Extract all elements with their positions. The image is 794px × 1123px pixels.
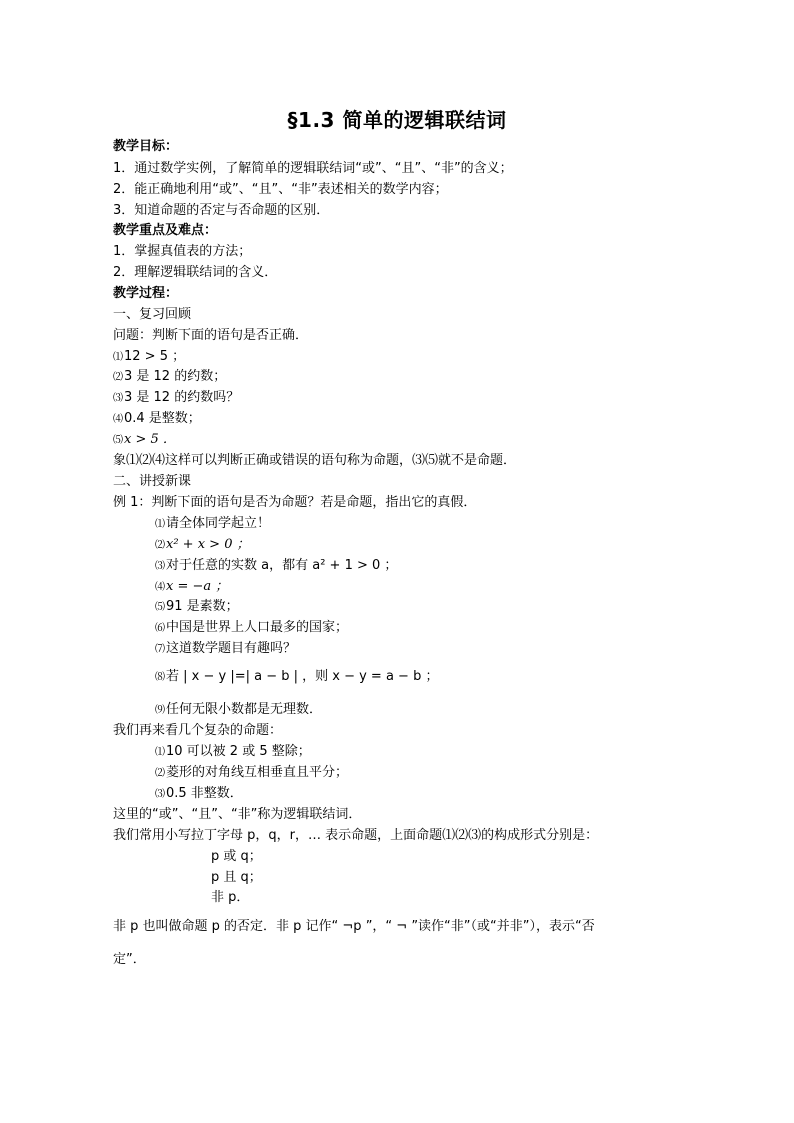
- review-summary: 象⑴⑵⑷这样可以判断正确或错误的语句称为命题，⑶⑸就不是命题．: [113, 453, 517, 468]
- compound-item: ⑵菱形的对角线互相垂直且平分；: [155, 765, 349, 780]
- review-question: 问题：判断下面的语句是否正确．: [113, 328, 309, 343]
- goal-item: 3．知道命题的否定与否命题的区别．: [113, 203, 330, 218]
- review-item: ⑷0.4 是整数；: [113, 411, 201, 426]
- example-item: ⑼任何无限小数都是无理数．: [155, 702, 323, 717]
- negation-text: 非 p 也叫做命题 p 的否定．非 p 记作“ ¬p ”，“ ¬ ”读作“非”（或“并非”），表示“否: [113, 919, 595, 934]
- form-or: p 或 q；: [211, 849, 262, 864]
- connectives-note: 这里的“或”、“且”、“非”称为逻辑联结词．: [113, 807, 362, 822]
- goals-heading: 教学目标：: [113, 139, 179, 154]
- review-heading: 一、复习回顾: [113, 307, 192, 322]
- focus-heading: 教学重点及难点：: [113, 223, 218, 238]
- form-not: 非 p．: [211, 890, 250, 905]
- review-item: ⑴12 > 5 ；: [113, 349, 186, 364]
- example-item: ⑺这道数学题目有趣吗？: [155, 641, 297, 656]
- example-item: ⑵x² + x > 0 ；: [155, 537, 250, 552]
- compound-item: ⑴10 可以被 2 或 5 整除；: [155, 744, 311, 759]
- focus-item: 1．掌握真值表的方法；: [113, 244, 252, 259]
- example-item: ⑻若 | x − y |=| a − b | ，则 x − y = a − b ；: [155, 669, 439, 684]
- example-item: ⑸91 是素数；: [155, 599, 239, 614]
- example-item: ⑴请全体同学起立！: [155, 516, 271, 531]
- goal-item: 1．通过数学实例，了解简单的逻辑联结词“或”、“且”、“非”的含义；: [113, 161, 513, 176]
- review-item: ⑵3 是 12 的约数；: [113, 369, 227, 384]
- compound-intro: 我们再来看几个复杂的命题：: [113, 723, 283, 738]
- letters-note: 我们常用小写拉丁字母 p，q，r，… 表示命题，上面命题⑴⑵⑶的构成形式分别是：: [113, 828, 599, 843]
- focus-item: 2．理解逻辑联结词的含义．: [113, 265, 278, 280]
- process-heading: 教学过程：: [113, 286, 179, 301]
- new-lesson-heading: 二、讲授新课: [113, 474, 192, 489]
- review-item: ⑶3 是 12 的约数吗？: [113, 390, 240, 405]
- goal-item: 2．能正确地利用“或”、“且”、“非”表述相关的数学内容；: [113, 182, 448, 197]
- review-item: ⑸x > 5 ．: [113, 432, 176, 447]
- example-item: ⑷x = −a ；: [155, 579, 229, 594]
- form-and: p 且 q；: [211, 870, 262, 885]
- page-title: §1.3 简单的逻辑联结词: [287, 108, 507, 132]
- compound-item: ⑶0.5 非整数．: [155, 786, 243, 801]
- example-1-prompt: 例 1：判断下面的语句是否为命题？若是命题，指出它的真假．: [113, 495, 477, 510]
- example-item: ⑹中国是世界上人口最多的国家；: [155, 620, 349, 635]
- negation-text-cont: 定”．: [113, 952, 146, 967]
- example-item: ⑶对于任意的实数 a，都有 a² + 1 > 0 ；: [155, 558, 398, 573]
